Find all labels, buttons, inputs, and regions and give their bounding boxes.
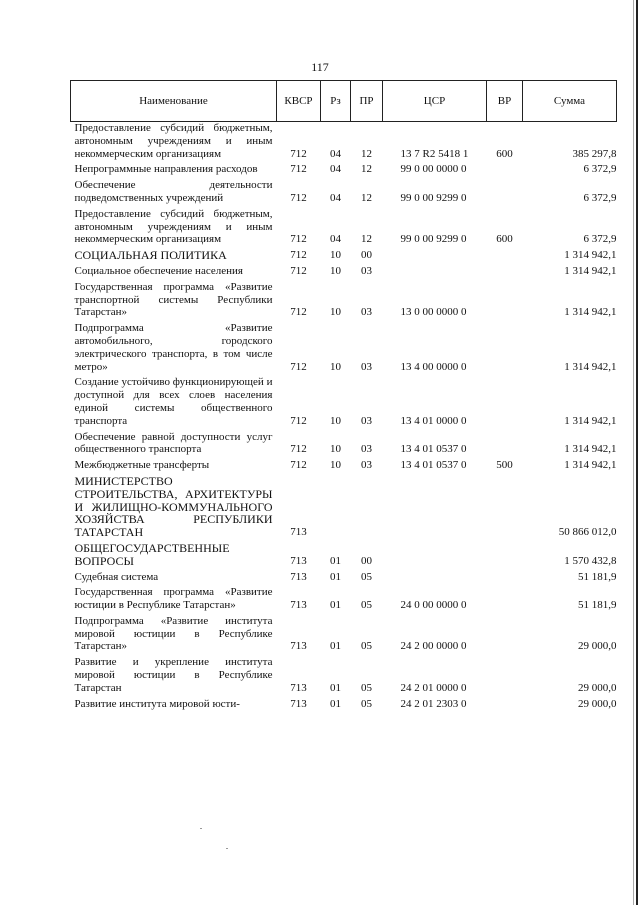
cell-kvsr: 713: [290, 681, 307, 694]
cell-vr: [487, 656, 523, 694]
table-row: [71, 322, 617, 373]
header-vr: ВР: [487, 81, 523, 122]
cell-name: Развитие и укрепление института мировой юстиции в Республике Татарстан: [74, 656, 273, 694]
cell-rz: 01: [330, 599, 341, 612]
cell-csr: 99 0 00 9299 0: [400, 233, 467, 246]
cell-kvsr: 712: [290, 163, 307, 176]
table-row: [71, 431, 617, 457]
cell-sum: 6 372,9: [583, 163, 617, 176]
scan-edge-shadow: [633, 0, 634, 905]
cell-vr: [487, 615, 523, 653]
cell-vr: [487, 698, 523, 711]
scan-speck: [226, 848, 228, 849]
cell-csr: [383, 249, 487, 262]
cell-rz: 01: [330, 697, 341, 710]
cell-sum: 1 570 432,8: [564, 554, 617, 567]
cell-pr: 12: [361, 191, 372, 204]
page-number: 117: [311, 60, 329, 74]
cell-sum: 1 314 942,1: [564, 249, 617, 262]
cell-vr: [487, 281, 523, 319]
cell-csr: [383, 475, 487, 539]
scan-speck: [200, 828, 202, 829]
cell-csr: 99 0 00 0000 0: [400, 163, 467, 176]
table-body: [71, 122, 617, 714]
table-row: [71, 163, 617, 176]
cell-pr: 12: [361, 163, 372, 176]
table-row: [71, 475, 617, 539]
cell-vr: [487, 265, 523, 278]
cell-rz: 04: [330, 163, 341, 176]
cell-csr: 13 7 R2 5418 1: [400, 147, 469, 160]
cell-rz: 10: [330, 459, 341, 472]
cell-name: МИНИСТЕРСТВО СТРОИТЕЛЬСТВА, АРХИТЕКТУРЫ И ЖИЛИЩНО-КОММУНАЛЬНОГО ХОЗЯЙСТВА РЕСПУБЛИКИ ТАТАРСТАН: [74, 473, 273, 540]
cell-sum: 29 000,0: [578, 697, 617, 710]
cell-pr: 12: [361, 233, 372, 246]
cell-rz: 10: [330, 264, 341, 277]
cell-vr: [487, 163, 523, 176]
cell-csr: 24 2 01 0000 0: [400, 681, 467, 694]
header-rz: Рз: [321, 81, 351, 122]
cell-pr: 03: [361, 306, 372, 319]
cell-csr: 99 0 00 9299 0: [400, 191, 467, 204]
cell-rz: 10: [330, 443, 341, 456]
cell-pr: 03: [361, 360, 372, 373]
cell-csr: 13 0 00 0000 0: [400, 306, 467, 319]
cell-pr: 03: [361, 459, 372, 472]
cell-pr: 03: [361, 414, 372, 427]
cell-sum: 1 314 942,1: [564, 414, 617, 427]
header-name: Наименование: [71, 81, 277, 122]
table-row: [71, 265, 617, 278]
cell-csr: [383, 571, 487, 584]
table-row: [71, 698, 617, 711]
cell-csr: 24 0 00 0000 0: [400, 599, 467, 612]
cell-rz: 01: [330, 554, 341, 567]
header-kvsr: КВСР: [277, 81, 321, 122]
cell-rz: 04: [330, 233, 341, 246]
cell-sum: 29 000,0: [578, 640, 617, 653]
cell-kvsr: 713: [290, 599, 307, 612]
table-row: [71, 615, 617, 653]
cell-csr: 24 2 00 0000 0: [400, 640, 467, 653]
cell-vr: [487, 586, 523, 612]
cell-pr: 12: [361, 147, 372, 160]
cell-name: Социальное обеспечение населения: [74, 264, 243, 277]
cell-name: Обеспечение равной доступности услуг общественного транспорта: [74, 430, 273, 456]
table-row: [71, 122, 617, 161]
cell-vr: 600: [496, 147, 513, 160]
cell-csr: 13 4 01 0537 0: [400, 443, 467, 456]
cell-vr: [487, 571, 523, 584]
cell-pr: 03: [361, 264, 372, 277]
row-spacer: [71, 710, 617, 713]
cell-csr: 13 4 01 0000 0: [400, 414, 467, 427]
cell-sum: 385 297,8: [572, 147, 617, 160]
cell-pr: 00: [361, 249, 372, 262]
cell-rz: [321, 475, 351, 539]
cell-csr: 13 4 00 0000 0: [400, 360, 467, 373]
cell-rz: 04: [330, 147, 341, 160]
cell-kvsr: 712: [290, 147, 307, 160]
cell-vr: [487, 179, 523, 205]
cell-name: Развитие института мировой юсти-: [74, 697, 240, 710]
cell-pr: 05: [361, 681, 372, 694]
cell-pr: 05: [361, 697, 372, 710]
budget-table: [70, 80, 617, 713]
table-row: [71, 281, 617, 319]
cell-pr: 05: [361, 570, 372, 583]
cell-pr: 05: [361, 599, 372, 612]
cell-kvsr: 712: [290, 191, 307, 204]
table-row: [71, 249, 617, 262]
cell-kvsr: 712: [290, 459, 307, 472]
cell-name: Межбюджетные трансферты: [74, 459, 210, 472]
cell-csr: [383, 265, 487, 278]
cell-name: Государственная программа «Развитие юстиции в Республике Татарстан»: [74, 586, 273, 612]
cell-name: Предоставление субсидий бюджетным, автономным учреждениям и иным некоммерческим организациям: [74, 207, 273, 246]
cell-csr: 24 2 01 2303 0: [400, 697, 467, 710]
cell-rz: 01: [330, 640, 341, 653]
cell-vr: [487, 431, 523, 457]
cell-sum: 29 000,0: [578, 681, 617, 694]
cell-kvsr: 713: [290, 526, 307, 539]
table-row: [71, 179, 617, 205]
cell-sum: 51 181,9: [578, 570, 617, 583]
cell-kvsr: 713: [290, 640, 307, 653]
cell-sum: 6 372,9: [583, 233, 617, 246]
table-row: [71, 571, 617, 584]
cell-csr: [383, 542, 487, 568]
table-header-row: [71, 81, 617, 122]
cell-name: Непрограммные направления расходов: [74, 163, 258, 176]
table-row: [71, 542, 617, 568]
scan-edge: [636, 0, 638, 905]
cell-rz: 01: [330, 681, 341, 694]
cell-name: Предоставление субсидий бюджетным, автономным учреждениям и иным некоммерческим организациям: [74, 122, 273, 160]
cell-vr: [487, 322, 523, 373]
cell-sum: 1 314 942,1: [564, 306, 617, 319]
cell-name: Подпрограмма «Развитие автомобильного, городского электрического транспорта, в том числе метро»: [74, 322, 273, 373]
cell-kvsr: 712: [290, 233, 307, 246]
table-row: [71, 656, 617, 694]
cell-name: ОБЩЕГОСУДАРСТВЕННЫЕ ВОПРОСЫ: [74, 540, 230, 568]
cell-name: Создание устойчиво функционирующей и доступной для всех слоев населения единой системы общественного транспорта: [74, 376, 273, 427]
cell-kvsr: 712: [290, 414, 307, 427]
table-row: [71, 459, 617, 472]
cell-sum: 1 314 942,1: [564, 459, 617, 472]
cell-sum: 1 314 942,1: [564, 264, 617, 277]
cell-pr: 03: [361, 443, 372, 456]
cell-vr: [487, 249, 523, 262]
cell-kvsr: 712: [290, 249, 307, 262]
table-row: [71, 208, 617, 246]
cell-rz: 10: [330, 306, 341, 319]
table-row: [71, 376, 617, 427]
cell-rz: 10: [330, 414, 341, 427]
cell-vr: 500: [496, 459, 513, 472]
cell-rz: 10: [330, 249, 341, 262]
cell-name: СОЦИАЛЬНАЯ ПОЛИТИКА: [74, 248, 227, 263]
cell-pr: [351, 475, 383, 539]
cell-kvsr: 712: [290, 306, 307, 319]
cell-kvsr: 712: [290, 264, 307, 277]
cell-name: Подпрограмма «Развитие института мировой юстиции в Республике Татарстан»: [74, 614, 273, 653]
cell-rz: 10: [330, 360, 341, 373]
cell-kvsr: 713: [290, 554, 307, 567]
cell-sum: 1 314 942,1: [564, 360, 617, 373]
header-pr: ПР: [351, 81, 383, 122]
cell-vr: 600: [496, 233, 513, 246]
cell-vr: [487, 475, 523, 539]
header-csr: ЦСР: [383, 81, 487, 122]
cell-pr: 00: [361, 554, 372, 567]
cell-csr: 13 4 01 0537 0: [400, 459, 467, 472]
cell-sum: 6 372,9: [583, 191, 617, 204]
cell-name: Обеспечение деятельности подведомственных учреждений: [74, 179, 273, 204]
cell-kvsr: 713: [290, 697, 307, 710]
cell-kvsr: 713: [290, 570, 307, 583]
cell-vr: [487, 542, 523, 568]
cell-rz: 04: [330, 191, 341, 204]
table-row: [71, 586, 617, 612]
cell-sum: 51 181,9: [578, 599, 617, 612]
cell-kvsr: 712: [290, 360, 307, 373]
header-sum: Сумма: [523, 81, 617, 122]
cell-sum: 50 866 012,0: [558, 526, 617, 539]
cell-kvsr: 712: [290, 443, 307, 456]
cell-name: Судебная система: [74, 570, 159, 583]
cell-vr: [487, 376, 523, 427]
cell-pr: 05: [361, 640, 372, 653]
cell-sum: 1 314 942,1: [564, 443, 617, 456]
cell-rz: 01: [330, 570, 341, 583]
cell-name: Государственная программа «Развитие транспортной системы Республики Татарстан»: [74, 280, 273, 319]
